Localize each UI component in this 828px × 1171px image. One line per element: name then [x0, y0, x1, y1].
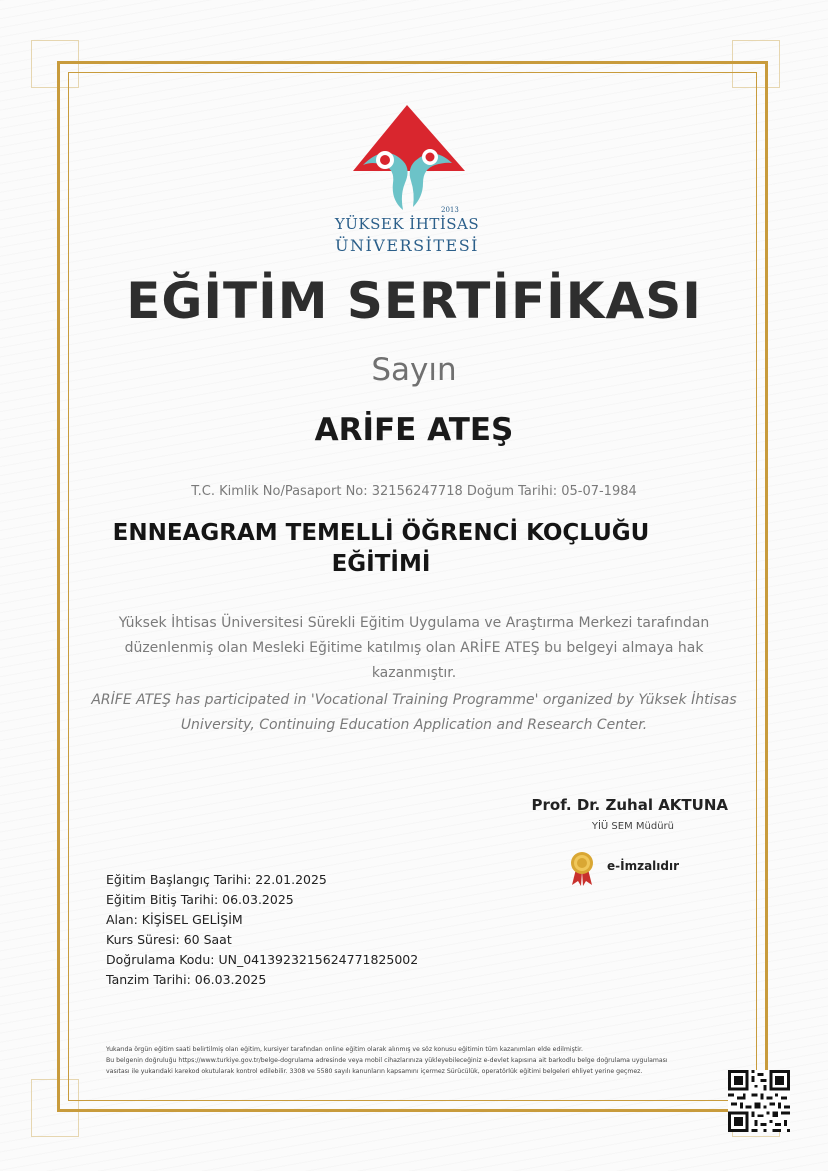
footer-line-3: vasıtası ile yukarıdaki karekod okutularak kontrol edilebilir. 3308 ve 5580 sayılı kanunların kapsamını içermez Sürücülük, operatörlük eğitimi belgeleri ehliyet yerine geçmez. [106, 1068, 643, 1075]
signer-name: Prof. Dr. Zuhal AKTUNA [531, 796, 728, 814]
university-logo [334, 105, 480, 260]
salutation: Sayın [371, 352, 457, 388]
certificate-details [106, 870, 418, 990]
logo-line1: YÜKSEK İHTİSAS [334, 215, 480, 233]
footer-line-2: Bu belgenin doğruluğu https://www.turkiye.gov.tr/belge-dogrulama adresinde veya mobil cihazlarınıza yükleyebileceğiniz e-devlet kapısına ait barkodlu belge doğrulama uygulaması [106, 1057, 668, 1064]
e-signed-label: e-İmzalıdır [607, 859, 680, 873]
verification-code: Doğrulama Kodu: UN_041392321562477182500​2 [106, 952, 419, 967]
issue-date: Tanzim Tarihi: 06.03.2025 [106, 972, 267, 987]
certificate-title: EĞİTİM SERTİFİKASI [126, 272, 702, 330]
gold-seal-icon [570, 851, 594, 887]
description-turkish: Yüksek İhtisas Üniversitesi Sürekli Eğitim Uygulama ve Araştırma Merkezi tarafından düzenlenmiş olan Mesleki Eğitime katılmış olan ARİFE ATEŞ bu belgeyi almaya hak kazanmıştır. [118, 615, 710, 681]
logo-line2: ÜNİVERSİTESİ [335, 236, 479, 255]
footer-notes [106, 1044, 706, 1077]
id-line: T.C. Kimlik No/Pasaport No: 32156247718 Doğum Tarihi: 05-07-1984 [191, 484, 637, 499]
signer-title: YİÜ SEM Müdürü [591, 821, 674, 832]
start-date: Eğitim Başlangıç Tarihi: 22.01.2025 [106, 872, 327, 887]
duration: Kurs Süresi: 60 Saat [106, 932, 232, 947]
footer-line-1: Yukarıda örgün eğitim saati belirtilmiş olan eğitim, kursiyer tarafından online eğitim olarak alınmış ve söz konusu eğitimin tüm kazanımları elde edilmiştir. [106, 1046, 583, 1053]
recipient-name: ARİFE ATEŞ [314, 412, 514, 448]
field: Alan: KİŞİSEL GELİŞİM [106, 912, 243, 927]
qr-code-icon [728, 1070, 790, 1132]
logo-year: 2013 [441, 206, 459, 214]
end-date: Eğitim Bitiş Tarihi: 06.03.2025 [106, 892, 294, 907]
description-english: ARİFE ATEŞ has participated in 'Vocational Training Programme' organized by Yüksek İhtisas University, Continuing Education Application and Research Center. [91, 692, 737, 733]
course-name: ENNEAGRAM TEMELLİ ÖĞRENCİ KOÇLUĞU EĞİTİMİ [112, 520, 650, 577]
